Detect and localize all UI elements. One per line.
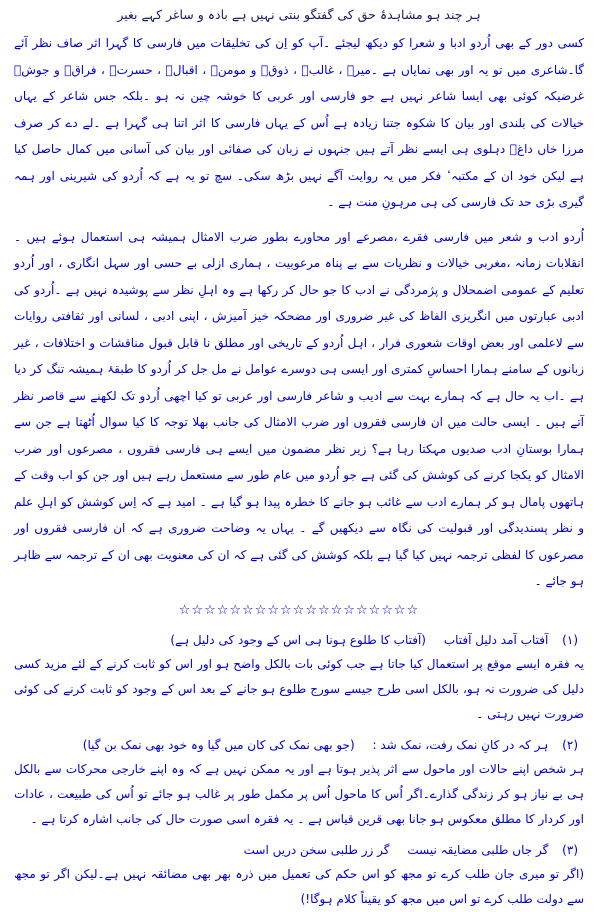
entry-2-heading xyxy=(14,733,584,757)
entry-3-phrase: گر جاں طلبی مضایقہ نیست xyxy=(407,842,549,857)
entry-2-text: ہر شخص اپنے حالات اور ماحول سے اثر پذیر ہوتا ہے اور یہ ممکن نہیں ہے کہ وہ اپنے خارجی محرکات سے بالکل ہی بے نیاز ہو کر زندگی گذارے۔اگر اُس کا ماحول اُس پر مکمل طور پر غالب ہو جائے تو اُس کی طبیعت ، عادات اور کردار کا مطلق معکوس ہو جانا بھی قرین قیاس ہے ۔ یہ فقرہ اسی صورت حال کی جانب اشارہ کرتا ہے ۔ xyxy=(14,761,584,826)
entry-3-gloss: گر زر طلبی سخن دریں است xyxy=(243,842,390,857)
entry-3-heading xyxy=(14,838,584,862)
entry-1-gloss: (آفتاب کا طلوع ہونا ہی اس کے وجود کی دلیل ہے) xyxy=(170,632,426,647)
entry-2-gloss: (جو بھی نمک کی کان میں گیا وہ خود بھی نمک بن گیا) xyxy=(82,737,355,752)
intro-paragraph-1: کسی دور کے بھی اُردو ادبا و شعرا کو دیکھ لیجئے ۔آپ کو اِن کی تخلیقات میں فارسی کا گہرا اثر صاف نظر آئے گا۔شاعری میں تو یہ اور بھی نمایاں ہے ۔میرؔ ، غالبؔ ، ذوقؔ و مومنؔ ، اقبالؔ ، حسرتؔ ، فراقؔ و جوشؔ غرضیکہ کوئی بھی ایسا شاعر نہیں ہے جو فارسی اور عربی کا خوشہ چین نہ ہو ۔بلکہ جس شاعر کے یہاں خیالات کی بلندی اور بیان کا شکوہ جتنا زیادہ ہے اُس کے یہاں فارسی کا اثر اتنا ہی گہرا ہے ۔لے دے کر صرف مرزا خاں داغؔ دہلوی ہی ایسے نظر آتے ہیں جنہوں نے زبان کی صفائی اور بیان کی آسانی میں کمال حاصل کیا ہے لیکن خود ان کے مکتبہ ٔ فکر میں یہ روایت آگے نہیں بڑھ سکی۔ سچ تو یہ ہے کہ اُردو کی شیرینی اور ہمہ گیری بڑی حد تک فارسی کی ہی مرہونِ منت ہے ۔ xyxy=(14,36,584,209)
intro-paragraph-2: اُردو ادب و شعر میں فارسی فقرے ،مصرعے اور محاورے بطور ضرب الامثال ہمیشہ ہی استعمال ہوئے ہیں ۔انقلابات زمانہ ،مغربی خیالات و نظریات سے بے پناہ مرعوبیت ، ہماری ازلی بے حسی اور سہل انگاری ، اور اُردو تعلیم کے عمومی اضمحلال و پژمردگی نے ادب کا جو حال کر رکھا ہے وہ اہلِ نظر سے پوشیدہ نہیں ہے ۔اُردو کی ادبی عبارتوں میں انگریزی الفاظ کی غیر ضروری اور مضحکہ خیز آمیزش ، اپنی ادبی ، لسانی اور ثقافتی روایات سے لاعلمی اور بعض اوقات شعوری فرار ، اہل اُردو کے تاریخی اور مطلق نا قابل قبول مناقشات و اختلافات ، غیر زبانوں کے سامنے ہمارا احساسِ کمتری اور ایسی ہی دوسرے عوامل نے مل جل کر اُردو کا طبقۂ ہمیشہ تنگ کر دیا ہے ۔اب یہ حال ہے کہ ہمارے بہت سے ادیب و شاعر فارسی اور عربی تو کیا اچھی اُردو تک لکھنے سے قاصر نظر آتے ہیں ۔ ایسی حالت میں ان فارسی فقروں اور ضرب الامثال کی جانب بھلا توجہ کا کیا سوال اُٹھتا ہے جن سے ہمارا بوستانِ ادب صدیوں مہکتا رہا ہے؟ زیر نظر مضمون میں ایسے ہی فارسی فقروں ، مصرعوں اور ضرب الامثال کو یکجا کرنے کی کوشش کی گئی ہے جو اُردو میں عام طور سے مستعمل رہے ہیں اور جن کو اب وقت کے ہاتھوں پامال ہو کر ہمارے ادب سے غائب ہو جانے کا خطرہ پیدا ہو گیا ہے ۔ امید ہے کہ اِس کوشش کو اہلِ علم و نظر پسندیدگی اور قبولیت کی نگاہ سے دیکھیں گے ۔ یہاں یہ وضاحت ضروری ہے کہ ان فارسی فقروں اور مصرعوں کا لفظی ترجمہ نہیں کیا گیا ہے بلکہ کوشش کی گئی ہے کہ ان کی معنویت بھی ان کے ترجمہ سے ظاہر ہو جائے ۔ xyxy=(14,229,584,588)
entry-1-text: یہ فقرہ ایسے موقع پر استعمال کیا جاتا ہے جب کوئی بات بالکل واضح ہو اور اس کو ثابت کرنے کے لئے مزید کسی دلیل کی ضرورت نہ ہو، بالکل اسی طرح جیسے سورج طلوع ہو جانے کے بعد اس کے وجود کو ثابت کرنے کی کوئی ضرورت نہیں رہتی ۔ xyxy=(14,656,584,721)
entry-2-number: (۲) xyxy=(562,737,578,752)
entry-3-number: (۳) xyxy=(562,842,578,857)
entry-3-text: (اگر تو میری جان طلب کرے تو مجھ کو اس حکم کی تعمیل میں ذرہ بھر بھی مضائقہ نہیں ہے۔لیکن اگر تو مجھ سے دولت طلب کرے تو اس میں مجھ کو یقیناً کلام ہوگا!) xyxy=(14,866,584,906)
star-divider: ☆☆☆☆☆☆☆☆☆☆☆☆☆☆☆☆☆☆☆ xyxy=(178,602,420,618)
header-verse: ہر چند ہو مشاہدۂ حق کی گفتگو بنتی نہیں ہے بادہ و ساغر کہے بغیر xyxy=(117,7,481,22)
entry-1-heading xyxy=(14,628,584,652)
entry-2-phrase: ہر کہ در کانِ نمک رفت، نمک شد : xyxy=(372,737,549,752)
entry-1-number: (۱) xyxy=(562,632,578,647)
entry-1-phrase: آفتاب آمد دلیل آفتاب xyxy=(443,632,549,647)
